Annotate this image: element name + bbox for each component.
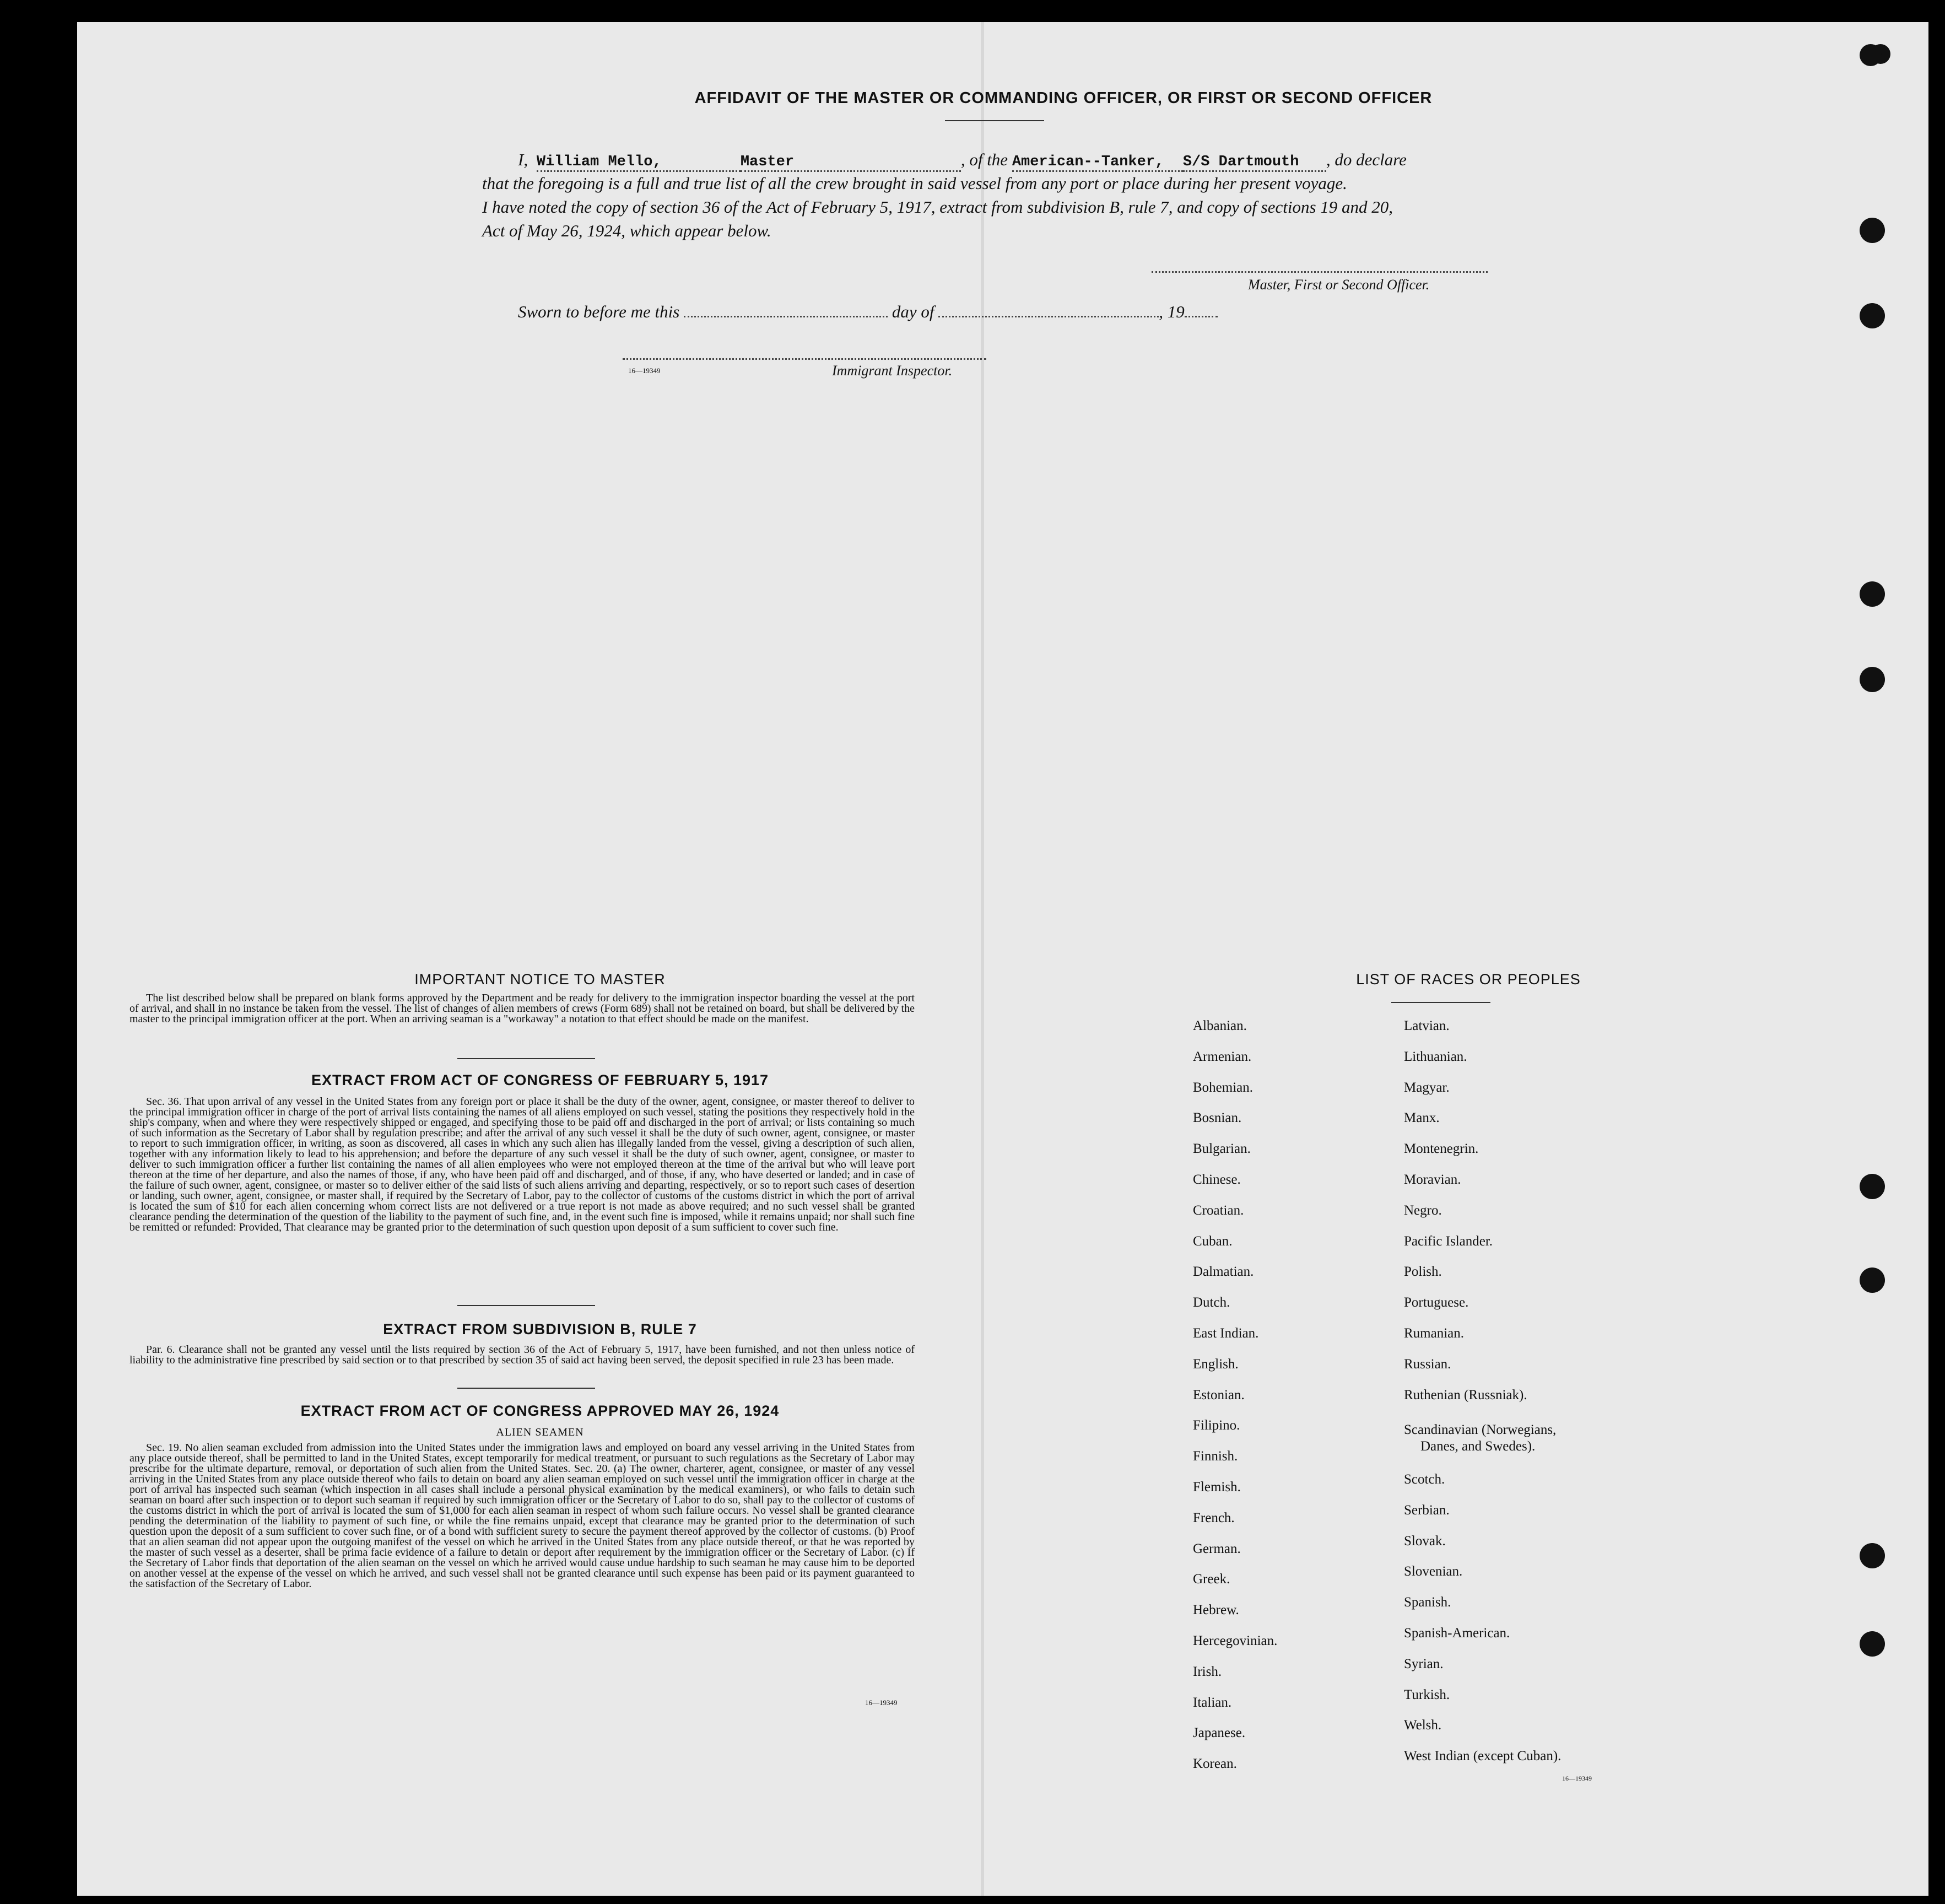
extract-1924-subtitle: ALIEN SEAMEN [496, 1426, 584, 1438]
race-item: Cuban. [1193, 1233, 1233, 1249]
race-item: Flemish. [1193, 1480, 1241, 1495]
master-signature-label: Master, First or Second Officer. [1248, 277, 1430, 293]
inspector-label: Immigrant Inspector. [832, 363, 953, 379]
race-item: Ruthenian (Russniak). [1404, 1387, 1527, 1403]
master-name: William Mello, [537, 154, 741, 172]
race-item: Filipino. [1193, 1418, 1240, 1433]
extract-1917-body: Sec. 36. That upon arrival of any vessel in the United States from any foreign port or place it shall be the duty of the owner, agent, consignee, or master thereof to deliver to the principal immigration officer in charge of the port of arrival lists containing the names of all aliens employed on such vessel, stating the positions they respectively hold in the ship's company, when and where they were respectively shipped or engaged, and specifying those to be paid off and discharged in the port of arrival; or lists containing so much of such information as the Secretary of Labor shall by regulation prescribe; and after the arrival of any such vessel it shall be the duty of such owner, agent, consignee, or master to report to such immigration officer, in writing, as soon as discovered, all cases in which any such alien has illegally landed from the vessel, giving a description of such alien, together with any information likely to lead to his apprehension; and before the departure of any such vessel it shall be the duty of such owner, agent, consignee, or master to deliver to such immigration officer a further list containing the names of all alien employees who were not employed thereon at the time of the arrival but who will leave port thereon at the time of her departure, and also the names of those, if any, who have been paid off and discharged, and of those, if any, who have deserted or landed; and in case of the failure of such owner, agent, consignee, or master so to deliver either of the said lists of such aliens arriving and departing, respectively, or so to report such cases of desertion or landing, such owner, agent, consignee, or master shall, if required by the Secretary of Labor, pay to the collector of customs of the customs district in which the port of arrival is located the sum of $10 for each alien concerning whom correct lists are not delivered or a true report is not made as above required; and no such vessel shall be granted clearance pending the determination of the question of the liability to the payment of such fine, and, in the event such fine is imposed, while it remains unpaid; nor shall such fine be remitted or refunded: Provided, That clearance may be granted prior to the determination of such question upon deposit of a sum sufficient to cover such fine. [129, 1096, 915, 1233]
punch-hole [1860, 218, 1885, 243]
race-item: Italian. [1193, 1695, 1232, 1710]
race-item: Scotch. [1404, 1472, 1445, 1487]
affidavit-prefix: I, [518, 150, 528, 169]
race-item: Slovak. [1404, 1533, 1446, 1549]
race-item: Portuguese. [1404, 1295, 1469, 1310]
extract-1924-body: Sec. 19. No alien seaman excluded from admission into the United States under the immigration laws and employed on board any vessel arriving in the United States from any place outside thereof, shall be permitted to land in the United States, except temporarily for medical treatment, or pursuant to such regulations as the Secretary of Labor may prescribe for the ultimate departure, removal, or deportation of such alien from the United States. Sec. 20. (a) The owner, charterer, agent, consignee, or master of any vessel arriving in the United States from any place outside thereof who fails to detain on board any alien seaman employed on such vessel until the immigration officer in charge at the port of arrival has inspected such seaman (which inspection in all cases shall include a personal physical examination by the medical examiners), or who fails to detain such seaman on board after such inspection or to deport such seaman if required by such immigration officer or the Secretary of Labor to do so, shall pay to the collector of customs of the customs district in which the port of arrival is located the sum of $1,000 for each alien seaman in respect of whom such failure occurs. No vessel shall be granted clearance pending the determination of the liability to payment of such fine, or while the fine remains unpaid, except that clearance may be granted prior to the determination of such question upon the deposit of a sum sufficient to cover such fine, or of a bond with sufficient surety to secure the payment thereof approved by the collector of customs. (b) Proof that an alien seaman did not appear upon the outgoing manifest of the vessel on which he arrived in the United States from any place outside thereof, or that he was reported by the master of such vessel as a deserter, shall be prima facie evidence of a failure to detain or deport after requirement by the immigration officer or the Secretary of Labor. (c) If the Secretary of Labor finds that deportation of the alien seaman on the vessel on which he arrived would cause undue hardship to such seaman he may cause him to be deported on another vessel at the expense of the vessel on which he arrived, and such vessel shall not be granted clearance until such expense has been paid or its payment guaranteed to the satisfaction of the Secretary of Labor. [129, 1442, 915, 1590]
divider [457, 1305, 595, 1306]
races-title: LIST OF RACES OR PEOPLES [1356, 971, 1581, 988]
affidavit-title: AFFIDAVIT OF THE MASTER OR COMMANDING OFFICER, OR FIRST OR SECOND OFFICER [694, 89, 1433, 107]
race-item: Danes, and Swedes). [1420, 1439, 1536, 1454]
race-item: Turkish. [1404, 1687, 1450, 1702]
race-item: Slovenian. [1404, 1564, 1463, 1579]
race-item: Hebrew. [1193, 1603, 1239, 1618]
race-item: Korean. [1193, 1756, 1237, 1772]
race-item: Japanese. [1193, 1725, 1246, 1741]
race-item: Hercegovinian. [1193, 1633, 1278, 1648]
divider [1391, 1002, 1490, 1003]
race-item: Dutch. [1193, 1295, 1230, 1310]
document-page [77, 22, 1928, 1896]
race-item: Magyar. [1404, 1080, 1450, 1095]
affidavit-line4: Act of May 26, 1924, which appear below. [482, 221, 771, 240]
race-item: Bulgarian. [1193, 1141, 1251, 1157]
race-item: Chinese. [1193, 1172, 1241, 1187]
rule7-title: EXTRACT FROM SUBDIVISION B, RULE 7 [383, 1321, 697, 1337]
divider [457, 1058, 595, 1059]
race-item: Pacific Islander. [1404, 1233, 1493, 1249]
punch-hole [1860, 667, 1885, 692]
race-item: Montenegrin. [1404, 1141, 1479, 1157]
extract-1917-title: EXTRACT FROM ACT OF CONGRESS OF FEBRUARY 5, 1917 [311, 1072, 769, 1088]
race-item: Albanian. [1193, 1018, 1247, 1033]
notice-body: The list described below shall be prepared on blank forms approved by the Department and be ready for delivery to the immigration inspector boarding the vessel at the port of arrival, and shall in no instance be taken from the vessel. The list of changes of alien members of crews (Form 689) shall not be retained on board, but shall be delivered by the master to the principal immigration officer at the port. When an arriving seaman is a "workaway" a notation to that effect should be made on the manifest. [129, 992, 915, 1025]
race-item: Scandinavian (Norwegians, [1404, 1422, 1557, 1438]
of-the-text: , of the [960, 150, 1008, 169]
sworn-line [518, 302, 1218, 322]
race-item: Syrian. [1404, 1656, 1444, 1671]
punch-hole [1860, 581, 1885, 607]
race-item: Latvian. [1404, 1018, 1450, 1033]
race-item: Manx. [1404, 1110, 1440, 1126]
race-item: Spanish-American. [1404, 1626, 1510, 1641]
affidavit-line3: I have noted the copy of section 36 of the Act of February 5, 1917, extract from subdivision B, rule 7, and copy of sections 19 and 20, [482, 197, 1393, 217]
affidavit-line1 [518, 150, 1647, 172]
race-item: Estonian. [1193, 1387, 1245, 1403]
race-item: Serbian. [1404, 1502, 1450, 1518]
title-underline [945, 120, 1044, 121]
race-item: Rumanian. [1404, 1326, 1465, 1341]
race-item: Croatian. [1193, 1202, 1244, 1218]
divider [457, 1388, 595, 1389]
extract-1924-title: EXTRACT FROM ACT OF CONGRESS APPROVED MAY 26, 1924 [300, 1403, 780, 1419]
punch-hole [1860, 1631, 1885, 1657]
year-text: , 19 [1159, 302, 1185, 321]
punch-hole [1860, 1174, 1885, 1199]
race-item: Finnish. [1193, 1449, 1238, 1464]
race-item: Polish. [1404, 1264, 1442, 1280]
punch-hole [1860, 1543, 1885, 1568]
master-position: Master [741, 154, 961, 172]
form-number-bottom-right: 16—19349 [1562, 1774, 1592, 1782]
notice-title: IMPORTANT NOTICE TO MASTER [414, 971, 666, 988]
punch-hole [1860, 303, 1885, 328]
race-item: German. [1193, 1541, 1241, 1556]
rule7-body: Par. 6. Clearance shall not be granted any vessel until the lists required by section 36 of the Act of February 5, 1917, have been furnished, and not then unless notice of liability to the administrative fine prescribed by said section or to that prescribed by section 35 of said act having been served, the deposit specified in rule 23 has been made. [129, 1344, 915, 1366]
form-number-bottom-left: 16—19349 [865, 1698, 898, 1707]
punch-hole [1860, 44, 1882, 66]
day-of-text: day of [892, 302, 934, 321]
race-item: Irish. [1193, 1664, 1222, 1679]
race-item: Welsh. [1404, 1718, 1442, 1733]
race-item: Moravian. [1404, 1172, 1461, 1187]
race-item: French. [1193, 1510, 1235, 1525]
master-signature-line [1152, 271, 1488, 273]
form-number-top: 16—19349 [628, 366, 661, 375]
race-item: Armenian. [1193, 1049, 1252, 1064]
race-item: Negro. [1404, 1202, 1442, 1218]
race-item: Lithuanian. [1404, 1049, 1467, 1064]
race-item: Dalmatian. [1193, 1264, 1254, 1280]
race-item: Bohemian. [1193, 1080, 1254, 1095]
race-item: Spanish. [1404, 1595, 1451, 1610]
vessel-name: S/S Dartmouth [1183, 154, 1326, 172]
inspector-signature-line [623, 358, 986, 360]
race-item: West Indian (except Cuban). [1404, 1749, 1562, 1764]
race-item: English. [1193, 1356, 1239, 1372]
race-item: Russian. [1404, 1356, 1451, 1372]
race-item: Greek. [1193, 1572, 1230, 1587]
affidavit-line2: that the foregoing is a full and true list of all the crew brought in said vessel from any port or place during her present voyage. [482, 174, 1347, 193]
race-item: East Indian. [1193, 1326, 1259, 1341]
vessel-type: American--Tanker, [1012, 154, 1183, 172]
sworn-text: Sworn to before me this [518, 302, 680, 321]
punch-hole [1860, 1267, 1885, 1293]
race-item: Bosnian. [1193, 1110, 1242, 1126]
declare-text: , do declare [1326, 150, 1407, 169]
